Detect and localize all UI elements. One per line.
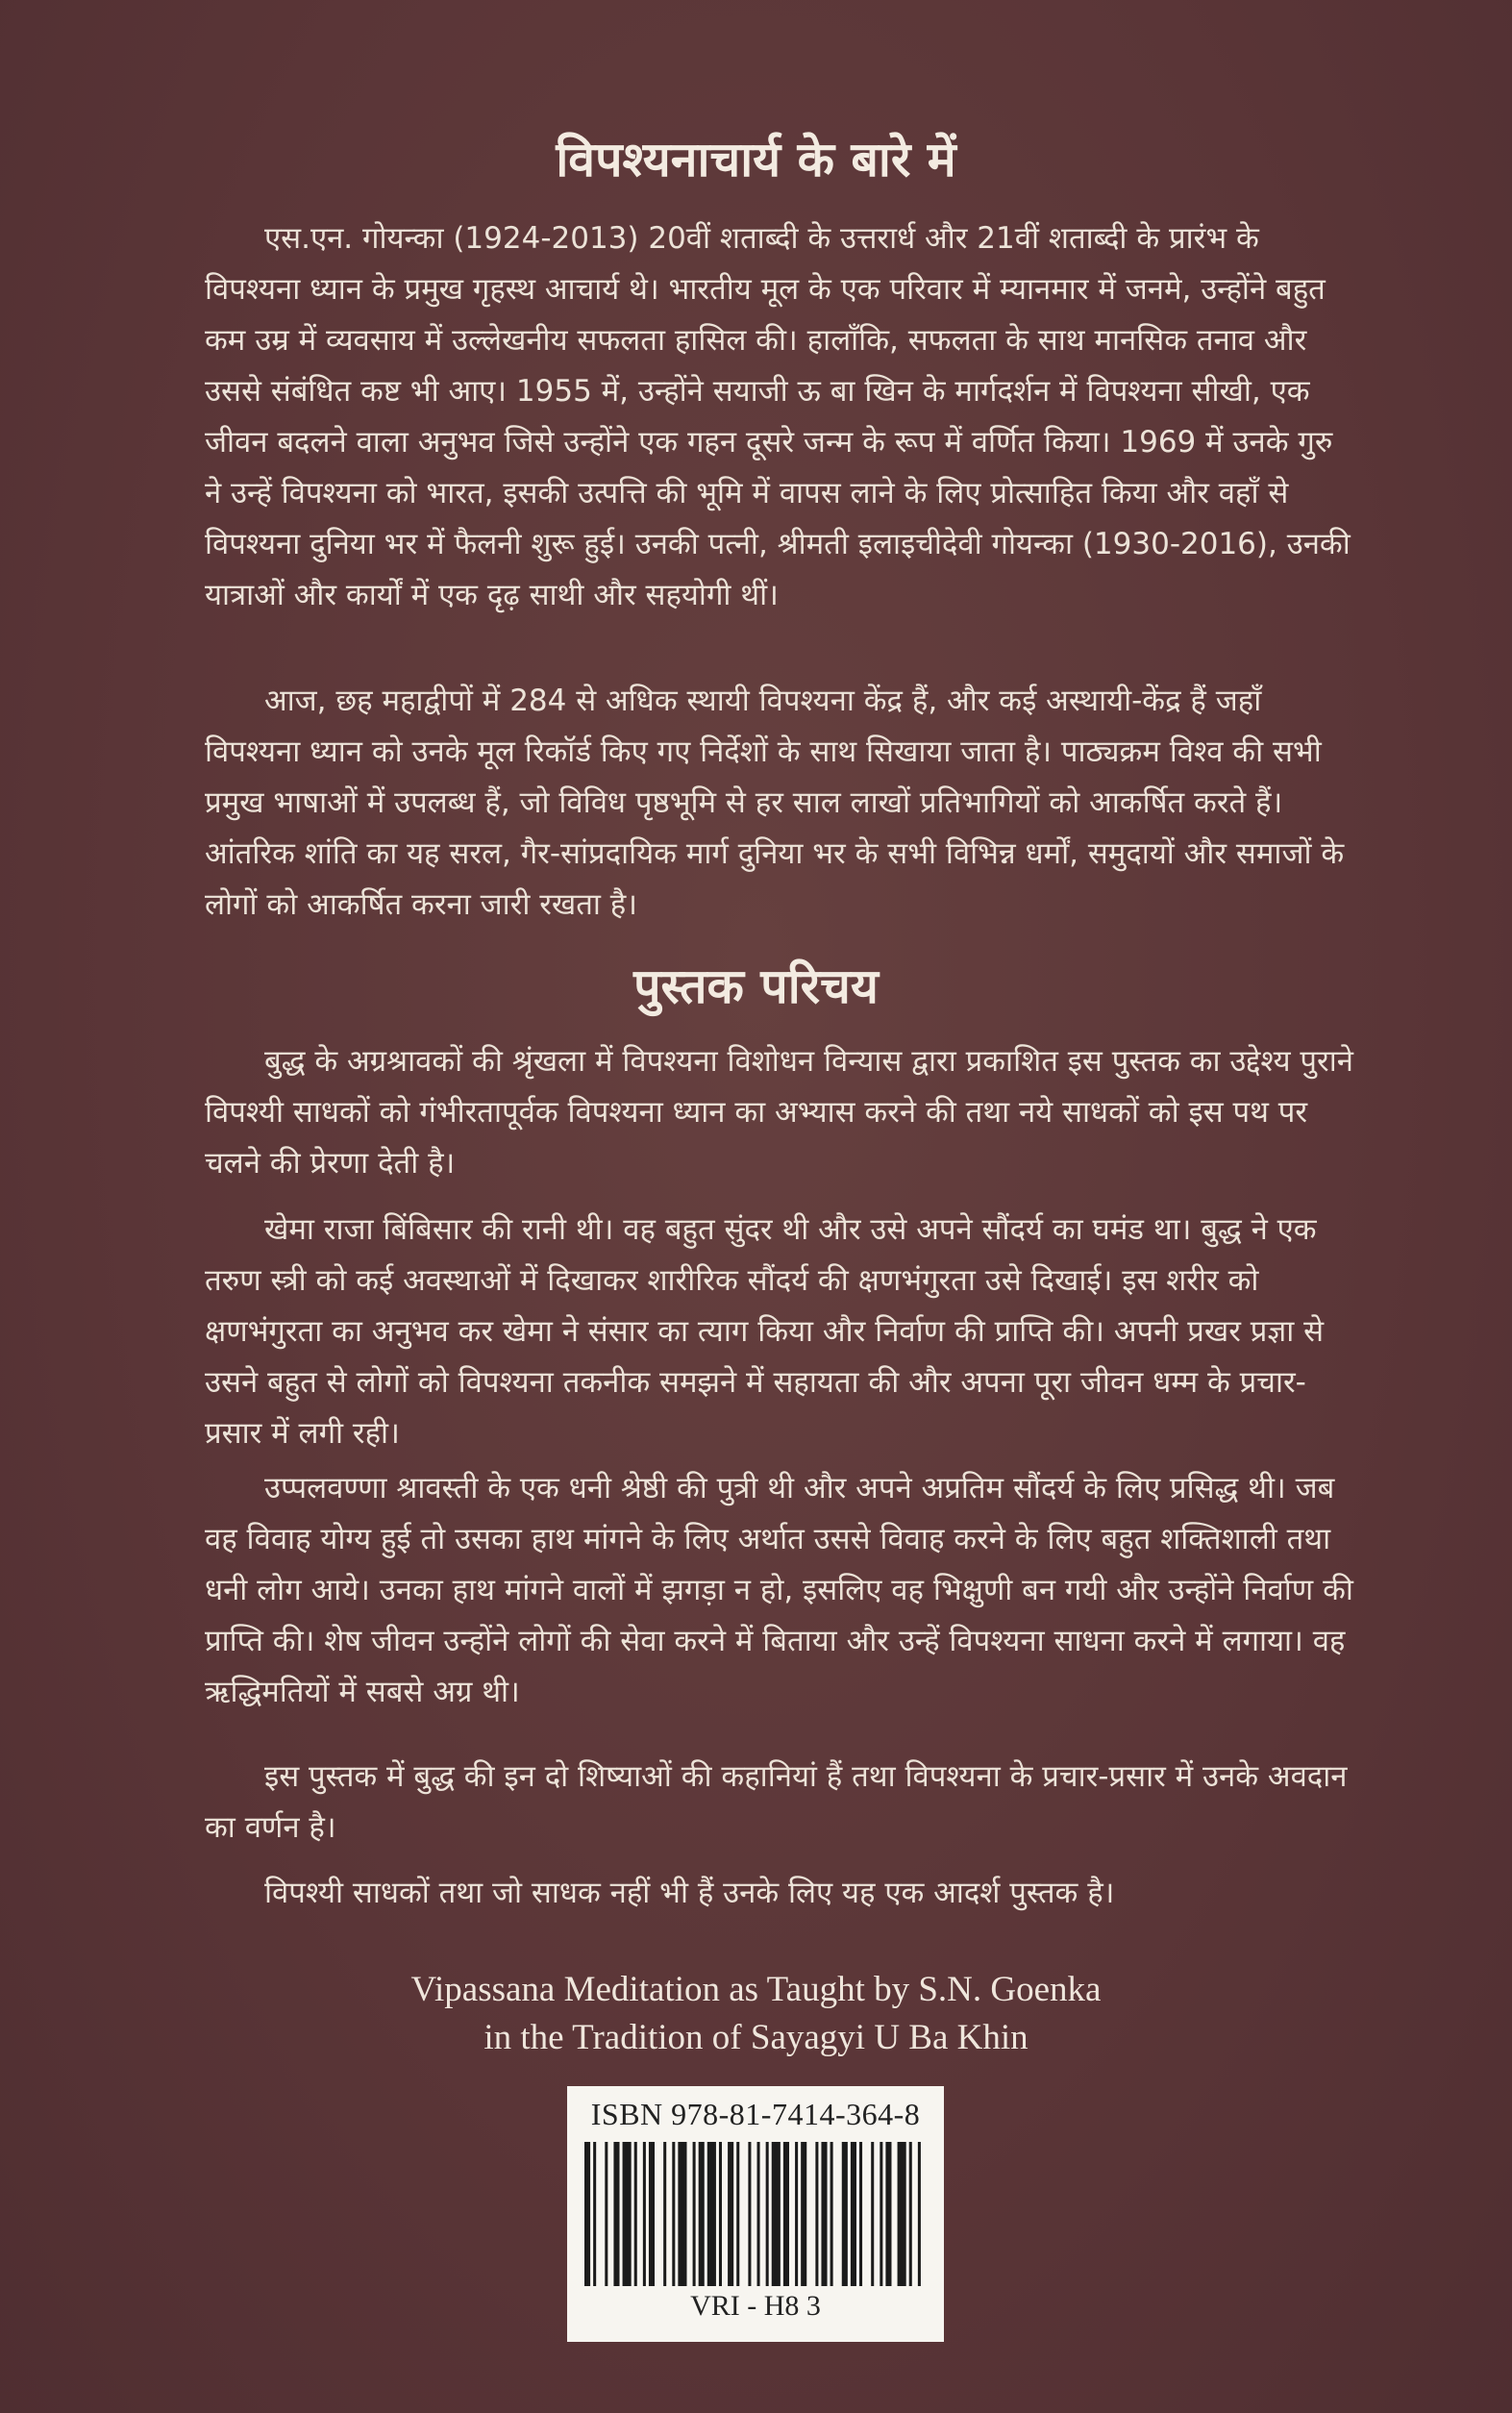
barcode-label <box>567 2086 944 2342</box>
book-intro-paragraph-5: विपश्यी साधकों तथा जो साधक नहीं भी हैं उनके लिए यह एक आदर्श पुस्तक है। <box>264 1876 1115 1910</box>
about-teacher-paragraph-2: आज, छह महाद्वीपों में 284 से अधिक स्थायी विपश्यना केंद्र हैं, और कई अस्थायी-केंद्र हैं जहाँ विपश्यना ध्यान को उनके मूल रिकॉर्ड किए गए निर्देशों के साथ सिखाया जाता है। पाठ्यक्रम विश्व की सभी प्रमुख भाषाओं में उपलब्ध हैं, जो विविध पृष्ठभूमि से हर साल लाखों प्रतिभागियों को आकर्षित करते हैं। आंतरिक शांति का यह सरल, गैर-सांप्रदायिक मार्ग दुनिया भर के सभी विभिन्न धर्मों, समुदायों और समाजों के लोगों को आकर्षित करना जारी रखता है। <box>205 684 1345 922</box>
tagline-line-1: Vipassana Meditation as Taught by S.N. Goenka <box>410 1970 1102 2009</box>
about-teacher-paragraph-1: एस.एन. गोयन्का (1924-2013) 20वीं शताब्दी के उत्तरार्ध और 21वीं शताब्दी के प्रारंभ के विपश्यना ध्यान के प्रमुख गृहस्थ आचार्य थे। भारतीय मूल के एक परिवार में म्यानमार में जनमे, उन्होंने बहुत कम उम्र में व्यवसाय में उल्लेखनीय सफलता हासिल की। हालाँकि, सफलता के साथ मानसिक तनाव और उससे संबंधित कष्ट भी आए। 1955 में, उन्होंने सयाजी ऊ बा खिन के मार्गदर्शन में विपश्यना सीखी, एक जीवन बदलने वाला अनुभव जिसे उन्होंने एक गहन दूसरे जन्म के रूप में वर्णित किया। 1969 में उनके गुरु ने उन्हें विपश्यना को भारत, इसकी उत्पत्ति की भूमि में वापस लाने के लिए प्रोत्साहित किया और वहाँ से विपश्यना दुनिया भर में फैलनी शुरू हुई। उनकी पत्नी, श्रीमती इलाइचीदेवी गोयन्का (1930-2016), उनकी यात्राओं और कार्यों में एक दृढ़ साथी और सहयोगी थीं। <box>205 221 1351 612</box>
tagline-line-2: in the Tradition of Sayagyi U Ba Khin <box>483 2018 1029 2057</box>
isbn-text: ISBN 978-81-7414-364-8 <box>590 2097 921 2131</box>
book-intro-paragraph-1: बुद्ध के अग्रश्रावकों की श्रृंखला में विपश्यना विशोधन विन्यास द्वारा प्रकाशित इस पुस्तक का उद्देश्य पुराने विपश्यी साधकों को गंभीरतापूर्वक विपश्यना ध्यान का अभ्यास करने की तथा नये साधकों को इस पथ पर चलने की प्रेरणा देती है। <box>205 1044 1353 1181</box>
book-intro-heading: पुस्तक परिचय <box>633 958 879 1014</box>
book-intro-paragraph-4: इस पुस्तक में बुद्ध की इन दो शिष्याओं की कहानियां हैं तथा विपश्यना के प्रचार-प्रसार में उनके अवदान का वर्णन है। <box>205 1759 1348 1845</box>
book-intro-paragraph-2: खेमा राजा बिंबिसार की रानी थी। वह बहुत सुंदर थी और उसे अपने सौंदर्य का घमंड था। बुद्ध ने एक तरुण स्त्री को कई अवस्थाओं में दिखाकर शारीरिक सौंदर्य की क्षणभंगुरता उसे दिखाई। इस शरीर को क्षणभंगुरता का अनुभव कर खेमा ने संसार का त्याग किया और निर्वाण की प्राप्ति की। अपनी प्रखर प्रज्ञा से उसने बहुत से लोगों को विपश्यना तकनीक समझने में सहायता की और अपना पूरा जीवन धम्म के प्रचार-प्रसार में लगी रही। <box>205 1212 1325 1451</box>
about-teacher-heading: विपश्यनाचार्य के बारे में <box>556 132 956 187</box>
barcode-icon <box>584 2142 927 2286</box>
catalog-code: VRI - H8 3 <box>690 2290 821 2322</box>
book-intro-paragraph-3: उप्पलवण्णा श्रावस्ती के एक धनी श्रेष्ठी की पुत्री थी और अपने अप्रतिम सौंदर्य के लिए प्रसिद्ध थी। जब वह विवाह योग्य हुई तो उसका हाथ मांगने के लिए अर्थात उससे विवाह करने के लिए बहुत शक्तिशाली तथा धनी लोग आये। उनका हाथ मांगने वालों में झगड़ा न हो, इसलिए वह भिक्षुणी बन गयी और उन्होंने निर्वाण की प्राप्ति की। शेष जीवन उन्होंने लोगों की सेवा करने में बिताया और उन्हें विपश्यना साधना करने में लगाया। वह ऋद्धिमतियों में सबसे अग्र थी। <box>205 1471 1353 1709</box>
